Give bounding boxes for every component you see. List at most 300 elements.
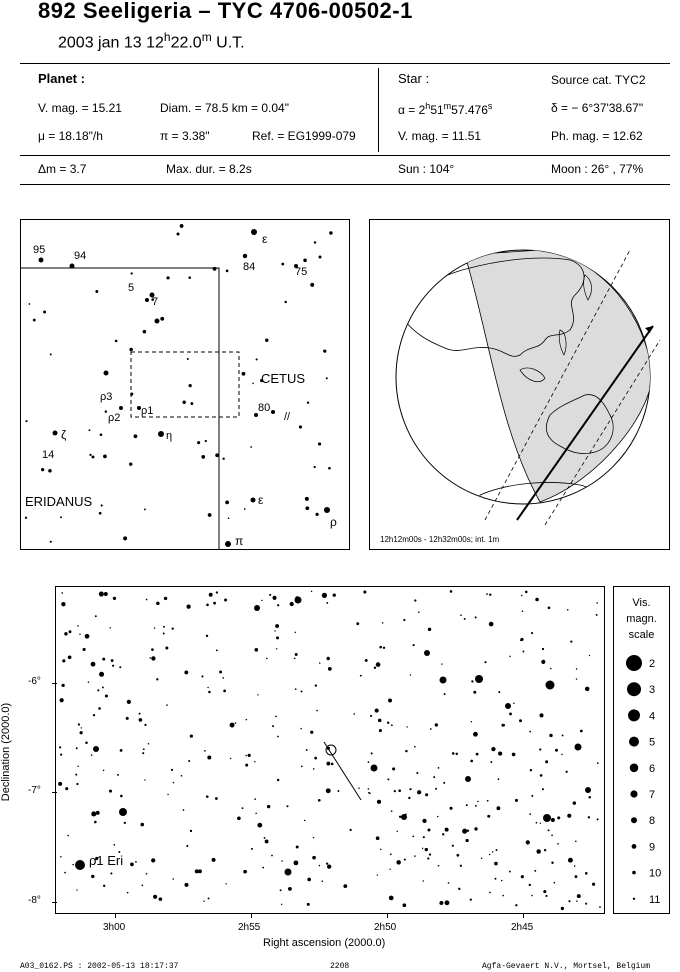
detail-star	[209, 593, 213, 597]
detail-star	[428, 628, 431, 631]
planet-heading: Planet :	[38, 71, 85, 86]
finder-star	[314, 241, 316, 243]
detail-star	[580, 730, 583, 733]
finder-star	[303, 259, 307, 263]
detail-star	[542, 648, 544, 650]
detail-star	[368, 761, 370, 763]
detail-star	[172, 878, 174, 880]
detail-star	[264, 837, 266, 839]
detail-star	[475, 616, 477, 618]
detail-star	[104, 592, 108, 596]
detail-star	[326, 762, 330, 766]
detail-star	[91, 754, 93, 756]
detail-star	[404, 859, 406, 861]
detail-star	[294, 657, 296, 659]
table-top-rule	[20, 63, 670, 64]
scale-star-dot	[628, 709, 640, 721]
scale-title-magn: magn.	[626, 613, 657, 625]
detail-star	[212, 858, 216, 862]
detail-star	[166, 704, 168, 706]
detail-star	[255, 813, 257, 815]
detail-star	[85, 742, 88, 745]
detail-star	[441, 663, 442, 664]
detail-star	[356, 622, 359, 625]
detail-star	[171, 769, 173, 771]
finder-star	[115, 340, 118, 343]
finder-star	[226, 270, 229, 273]
detail-star	[466, 804, 468, 806]
detail-star	[113, 844, 115, 846]
detail-star	[79, 634, 80, 635]
scale-star-dot	[632, 871, 636, 875]
finder-star	[243, 254, 247, 258]
detail-star	[375, 709, 379, 713]
detail-star	[391, 724, 393, 726]
detail-star	[102, 658, 105, 661]
detail-star	[464, 618, 466, 620]
detail-star	[360, 675, 362, 677]
detail-star	[141, 884, 143, 886]
scale-title-vis: Vis.	[632, 597, 651, 609]
detail-star	[215, 797, 218, 800]
detail-star	[172, 627, 174, 629]
detail-star	[59, 746, 61, 748]
detail-star	[502, 895, 504, 897]
detail-star	[77, 766, 78, 767]
finder-chart	[20, 219, 350, 550]
y-tick-7	[52, 792, 57, 793]
detail-star	[416, 772, 418, 774]
scale-star-dot	[631, 817, 637, 823]
detail-star	[576, 900, 578, 902]
detail-star	[156, 678, 158, 680]
finder-star	[103, 455, 107, 459]
detail-star	[277, 779, 279, 781]
finder-star	[305, 506, 309, 510]
detail-star	[567, 814, 571, 818]
detail-star	[422, 848, 423, 849]
detail-star	[370, 715, 372, 717]
detail-star	[337, 790, 339, 792]
detail-star	[450, 807, 453, 810]
detail-star	[235, 722, 237, 724]
detail-star	[505, 703, 511, 709]
detail-star	[120, 795, 123, 798]
finder-star	[99, 512, 102, 515]
detail-star	[522, 651, 524, 653]
footer-file: A03_0162.PS : 2002-05-13 18:17:37	[20, 962, 179, 971]
detail-star	[413, 644, 415, 646]
scale-mag-label: 4	[649, 710, 656, 723]
detail-star	[425, 848, 428, 851]
detail-star	[245, 755, 247, 757]
detail-star	[536, 822, 538, 824]
detail-star	[68, 655, 72, 659]
finder-star	[228, 517, 230, 519]
detail-star	[440, 677, 447, 684]
x-tick-label-245: 2h45	[511, 922, 534, 933]
detail-star	[427, 829, 430, 832]
detail-star	[496, 806, 500, 810]
detail-star	[78, 723, 80, 725]
detail-star	[184, 883, 188, 887]
scale-mag-label: 6	[649, 762, 656, 775]
detail-star	[119, 808, 127, 816]
table-divider	[378, 68, 379, 152]
time-suffix: U.T.	[211, 34, 245, 52]
alpha-s-unit: s	[487, 101, 493, 111]
finder-label-epsilon-cet: ε	[262, 232, 268, 246]
y-tick-label-8: -8°	[28, 895, 41, 906]
detail-star	[576, 668, 578, 670]
detail-star	[213, 602, 216, 605]
detail-star	[269, 594, 271, 596]
y-tick-8	[52, 902, 57, 903]
detail-star	[144, 724, 146, 726]
detail-star	[512, 753, 516, 757]
detail-star	[376, 662, 381, 667]
detail-star	[67, 835, 69, 837]
y-tick-label-6: -6°	[28, 676, 41, 687]
detail-star	[93, 714, 95, 716]
detail-star	[208, 898, 210, 900]
detail-star	[64, 872, 66, 874]
detail-star	[502, 724, 505, 727]
finder-star	[70, 264, 75, 269]
detail-star	[496, 849, 498, 851]
detail-star	[290, 602, 294, 606]
detail-star	[190, 830, 192, 832]
finder-star	[310, 283, 314, 287]
detail-star	[245, 764, 248, 767]
detail-star	[530, 769, 532, 771]
finder-star	[190, 402, 193, 405]
finder-label-80: 80	[258, 402, 271, 414]
detail-star	[398, 789, 401, 792]
finder-star	[284, 301, 286, 303]
detail-star	[391, 810, 393, 812]
detail-star	[477, 801, 479, 803]
detail-star	[127, 700, 131, 704]
detail-star	[295, 653, 298, 656]
detail-star	[186, 845, 188, 847]
detail-star	[91, 662, 96, 667]
detail-star	[321, 880, 323, 882]
detail-star	[62, 659, 65, 662]
detail-chart-svg	[56, 587, 604, 913]
detail-star	[473, 732, 478, 737]
detail-star	[383, 647, 385, 649]
detail-star	[597, 818, 599, 820]
detail-star	[251, 848, 253, 850]
finder-star	[305, 497, 309, 501]
detail-star	[76, 889, 77, 890]
finder-label-epsilon-eri: ε	[258, 493, 264, 507]
planet-vmag: V. mag. = 15.21	[38, 101, 122, 115]
finder-star	[95, 290, 98, 293]
detail-star	[61, 684, 64, 687]
detail-star	[546, 681, 555, 690]
detail-star	[414, 599, 416, 601]
detail-star	[390, 853, 392, 855]
detail-star	[548, 829, 550, 831]
scale-mag-label: 10	[649, 867, 662, 880]
table-mid-rule	[20, 155, 670, 156]
path-arrow-icon	[645, 326, 653, 333]
event-date: 2003 jan 13 12	[58, 34, 164, 52]
finder-label-7: 7	[152, 296, 159, 308]
detail-star	[444, 693, 446, 695]
detail-star	[130, 862, 134, 866]
finder-star	[205, 440, 207, 442]
finder-star	[189, 384, 192, 387]
detail-star	[281, 860, 283, 862]
detail-star	[204, 750, 206, 752]
finder-star	[25, 517, 27, 519]
scale-star-dot	[629, 737, 639, 747]
detail-star	[140, 823, 144, 827]
detail-star	[319, 865, 321, 867]
finder-star	[50, 353, 52, 355]
detail-star	[549, 734, 552, 737]
detail-star	[281, 904, 282, 905]
detail-star	[438, 767, 440, 769]
detail-star	[534, 870, 536, 872]
detail-star	[529, 731, 531, 733]
hour-unit: h	[163, 30, 171, 44]
detail-star	[300, 728, 302, 730]
detail-star	[576, 678, 577, 679]
finder-star	[88, 429, 90, 431]
detail-star	[568, 900, 570, 902]
detail-star	[520, 639, 522, 641]
detail-star	[60, 698, 64, 702]
finder-star	[160, 317, 164, 321]
finder-star	[177, 233, 180, 236]
detail-star	[274, 630, 275, 631]
detail-star	[371, 765, 378, 772]
detail-star	[574, 865, 576, 867]
detail-star	[403, 619, 405, 621]
detail-star	[589, 655, 590, 656]
detail-star	[487, 815, 490, 818]
detail-star	[276, 648, 277, 649]
x-tick-label-250: 2h50	[374, 922, 397, 933]
detail-star	[442, 833, 444, 835]
detail-star	[277, 604, 279, 606]
detail-star	[539, 713, 543, 717]
detail-star	[331, 763, 334, 766]
detail-star	[103, 885, 105, 887]
detail-star	[553, 882, 555, 884]
detail-star	[435, 788, 437, 790]
detail-star	[475, 805, 477, 807]
detail-star	[561, 754, 563, 756]
finder-star	[130, 272, 132, 274]
detail-star	[306, 749, 308, 751]
detail-star	[437, 816, 439, 818]
detail-star	[112, 665, 114, 667]
detail-star	[312, 856, 316, 860]
detail-star	[588, 816, 590, 818]
detail-star	[543, 814, 551, 822]
detail-star	[377, 800, 381, 804]
star-heading: Star :	[398, 71, 430, 86]
detail-star	[267, 805, 270, 808]
detail-star	[597, 762, 599, 764]
detail-star	[536, 849, 540, 853]
detail-star	[183, 809, 185, 811]
detail-star	[76, 747, 78, 749]
detail-star	[368, 792, 369, 793]
detail-star	[365, 659, 368, 662]
detail-star	[91, 811, 96, 816]
detail-star	[349, 829, 351, 831]
detail-star	[481, 857, 483, 859]
detail-star	[353, 713, 355, 715]
finder-label-95: 95	[33, 244, 46, 256]
scale-mag-label: 9	[649, 841, 656, 854]
detail-star	[322, 593, 327, 598]
detail-star	[445, 900, 450, 905]
detail-star	[429, 853, 431, 855]
detail-star	[124, 822, 126, 824]
max-duration: Max. dur. = 8.2s	[166, 162, 252, 176]
detail-star	[557, 843, 559, 845]
scale-mag-label: 7	[649, 789, 656, 801]
detail-star	[521, 595, 523, 597]
detail-star	[498, 691, 500, 693]
detail-star	[445, 828, 449, 832]
detail-star	[261, 600, 262, 601]
detail-star	[498, 778, 500, 780]
alpha-hours: α = 2	[398, 103, 426, 117]
y-tick-6	[52, 683, 57, 684]
x-tick-label-255: 2h55	[238, 922, 261, 933]
detail-star	[465, 776, 471, 782]
detail-star	[585, 872, 588, 875]
finder-star	[158, 431, 164, 437]
finder-label-rho1: ρ1	[141, 405, 154, 417]
detail-star	[509, 871, 511, 873]
detail-star	[435, 723, 438, 726]
detail-star	[163, 632, 165, 634]
detail-star	[313, 837, 314, 838]
detail-star	[443, 782, 445, 784]
finder-label-rho3: ρ3	[100, 391, 113, 403]
detail-star	[529, 884, 531, 886]
detail-star	[423, 836, 425, 838]
detail-star	[575, 875, 578, 878]
scale-dots-svg	[614, 587, 669, 913]
finder-star	[225, 500, 229, 504]
detail-star	[427, 857, 429, 859]
detail-star	[310, 731, 313, 734]
detail-star	[509, 656, 510, 657]
detail-star	[146, 599, 148, 601]
finder-star	[144, 508, 146, 510]
detail-star	[257, 694, 258, 695]
detail-star	[448, 882, 450, 884]
detail-star	[327, 864, 331, 868]
detail-star	[167, 794, 168, 795]
detail-star	[379, 646, 382, 649]
detail-star	[91, 875, 94, 878]
finder-star	[329, 231, 332, 234]
detail-star	[201, 675, 203, 677]
detail-star	[389, 869, 390, 870]
detail-star	[489, 594, 491, 596]
detail-star	[465, 839, 468, 842]
detail-star	[425, 793, 428, 796]
detail-star	[313, 768, 315, 770]
finder-star	[197, 441, 200, 444]
detail-star	[257, 823, 262, 828]
detail-star	[326, 657, 330, 661]
detail-star	[275, 716, 277, 718]
detail-star	[163, 626, 165, 628]
star-source: Source cat. TYC2	[551, 73, 646, 87]
planet-mu: μ = 18.18"/h	[38, 129, 103, 143]
scale-star-dot	[630, 790, 637, 797]
detail-star	[242, 807, 244, 809]
star-delta: δ = − 6°37'38.67"	[551, 101, 644, 115]
detail-star	[272, 596, 276, 600]
detail-star	[540, 774, 543, 777]
detail-star	[438, 865, 440, 867]
finder-star	[155, 319, 160, 324]
detail-star	[61, 602, 65, 606]
detail-star	[117, 774, 119, 776]
finder-star	[244, 508, 246, 510]
detail-star	[271, 855, 273, 857]
detail-star	[95, 615, 97, 617]
detail-star	[452, 845, 454, 847]
detail-star	[307, 878, 311, 882]
page-title: 892 Seeligeria – TYC 4706-00502-1	[38, 0, 413, 23]
detail-star	[58, 782, 62, 786]
finder-label-eridanus: ERIDANUS	[25, 494, 93, 509]
detail-star	[60, 754, 62, 756]
finder-star	[201, 455, 205, 459]
detail-star	[254, 605, 260, 611]
detail-star	[423, 880, 424, 881]
detail-star	[295, 632, 296, 633]
detail-star	[548, 606, 551, 609]
detail-star	[410, 674, 411, 675]
finder-star	[318, 442, 321, 445]
detail-star	[237, 816, 241, 820]
detail-star	[374, 667, 376, 669]
detail-star	[378, 719, 382, 723]
detail-star	[156, 602, 159, 605]
detail-star	[567, 609, 569, 611]
detail-star	[476, 753, 479, 756]
finder-label-pi: π	[235, 534, 244, 548]
finder-star	[324, 507, 330, 513]
detail-star	[99, 672, 104, 677]
detail-star	[143, 748, 145, 750]
detail-star	[506, 704, 507, 705]
detail-star	[544, 849, 546, 851]
detail-star	[188, 760, 190, 762]
detail-star	[148, 743, 150, 745]
detail-star	[318, 799, 321, 802]
detail-star	[486, 593, 488, 595]
finder-label-84: 84	[243, 261, 256, 273]
detail-star	[307, 903, 310, 906]
detail-star	[525, 591, 528, 594]
